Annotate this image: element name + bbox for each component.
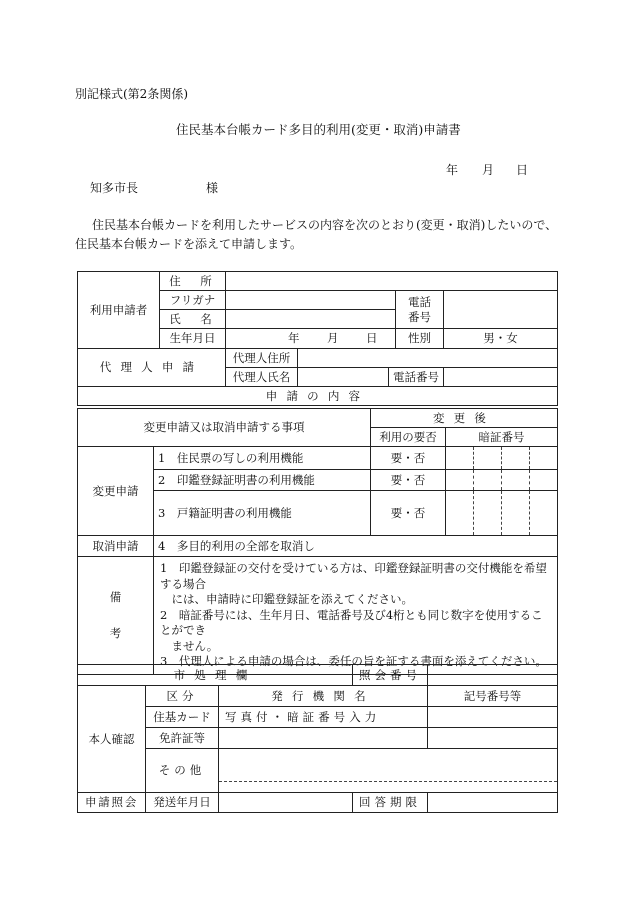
remark-line: には、申請時に印鑑登録証を添えてください。: [160, 592, 413, 607]
remarks-body: [154, 557, 558, 675]
remark-line: 3 代理人による申請の場合は、委任の旨を証する書面を添えてください。: [160, 654, 547, 669]
pin-digit-3[interactable]: [501, 447, 529, 469]
agent-name-field[interactable]: [298, 368, 389, 387]
pin-digit-4[interactable]: [529, 491, 557, 535]
after-change-header: 変更後: [371, 409, 558, 428]
license-issuer-field[interactable]: [219, 728, 428, 749]
birth-month-label: 月: [327, 331, 339, 345]
issuer-label: 発行機関名: [219, 686, 428, 707]
name-field[interactable]: [226, 310, 396, 329]
honorific: 様: [206, 181, 219, 195]
pin-digit-3[interactable]: [501, 470, 529, 490]
remarks-label-bottom: 考: [109, 626, 122, 641]
date-day-label: 日: [516, 163, 529, 177]
pin-digit-1[interactable]: [446, 491, 473, 535]
request-item-1-pin[interactable]: [446, 447, 558, 470]
remark-line: 2 暗証番号には、生年月日、電話番号及び4桁とも同じ数字を使用することができ: [160, 607, 543, 638]
pin-digit-4[interactable]: [529, 447, 557, 469]
applicant-section-label: 利用申請者: [78, 272, 160, 349]
birth-year-label: 年: [288, 331, 300, 345]
request-item-2-choice[interactable]: 要・否: [371, 470, 446, 491]
license-number-field[interactable]: [428, 728, 558, 749]
birth-day-label: 日: [366, 331, 378, 345]
request-item-1-choice[interactable]: 要・否: [371, 447, 446, 470]
agent-address-field[interactable]: [298, 349, 558, 368]
pin-digit-1[interactable]: [446, 447, 473, 469]
office-processing-table: [77, 664, 558, 813]
request-item-3-choice[interactable]: 要・否: [371, 491, 446, 536]
resident-card-number[interactable]: [428, 707, 558, 728]
sent-date-label: 発送年月日: [146, 793, 219, 813]
pin-header: 暗証番号: [446, 428, 558, 447]
pin-digit-2[interactable]: [473, 491, 501, 535]
resident-card-label: 住基カード: [146, 707, 219, 728]
phone-field[interactable]: [444, 291, 558, 329]
request-table: [77, 408, 558, 675]
remarks-label: [78, 557, 154, 675]
office-header: 市処理欄: [78, 665, 353, 686]
agent-phone-field[interactable]: [444, 368, 558, 387]
page-title: 住民基本台帳カード多目的利用(変更・取消)申請書: [176, 122, 461, 137]
request-section-header: 申請の内容: [78, 387, 558, 406]
gender-choice[interactable]: 男・女: [444, 329, 558, 349]
request-item-1: 1 住民票の写しの利用機能: [154, 447, 371, 470]
pin-digit-1[interactable]: [446, 470, 473, 490]
agent-address-label: 代理人住所: [226, 349, 298, 368]
other-label: その他: [146, 749, 219, 793]
identity-check-label: 本人確認: [78, 686, 146, 793]
intro-line-2: 住民基本台帳カードを添えて申請します。: [75, 237, 303, 251]
license-label: 免許証等: [146, 728, 219, 749]
agent-phone-label: 電話番号: [389, 368, 444, 387]
name-label: 氏 名: [160, 310, 226, 329]
inquiry-label: 申請照会: [78, 793, 146, 813]
resident-card-value: 写真付・暗証番号入力: [219, 707, 428, 728]
remark-line: ません。: [160, 638, 219, 653]
request-item-3-pin[interactable]: [446, 491, 558, 536]
pin-digit-2[interactable]: [473, 470, 501, 490]
other-field[interactable]: [219, 749, 558, 793]
phone-label-line1: 電話: [408, 295, 431, 310]
intro-line-1: 住民基本台帳カードを利用したサービスの内容を次のとおり(変更・取消)したいので、: [92, 218, 558, 232]
phone-label: [396, 291, 444, 329]
reply-deadline-field[interactable]: [428, 793, 558, 813]
request-item-3: 3 戸籍証明書の利用機能: [154, 491, 371, 536]
pin-digit-4[interactable]: [529, 470, 557, 490]
pin-digit-2[interactable]: [473, 447, 501, 469]
address-label: 住 所: [160, 272, 226, 291]
phone-label-line2: 番号: [408, 309, 431, 324]
request-item-header: 変更申請又は取消申請する事項: [78, 409, 371, 447]
necessity-header: 利用の要否: [371, 428, 446, 447]
form-reference: 別記様式(第2条関係): [75, 87, 188, 101]
change-request-label: 変更申請: [78, 447, 154, 536]
request-item-2-pin[interactable]: [446, 470, 558, 491]
furigana-label: フリガナ: [160, 291, 226, 310]
other-field-line: [219, 760, 557, 782]
application-table: [77, 271, 558, 406]
date-month-label: 月: [482, 163, 495, 177]
date-year-label: 年: [446, 163, 459, 177]
sent-date-field[interactable]: [219, 793, 353, 813]
pin-digit-3[interactable]: [501, 491, 529, 535]
addressee: 知多市長: [90, 181, 139, 195]
request-item-2: 2 印鑑登録証明書の利用機能: [154, 470, 371, 491]
agent-name-label: 代理人氏名: [226, 368, 298, 387]
ref-number-field[interactable]: [428, 665, 558, 686]
category-label: 区分: [146, 686, 219, 707]
address-field[interactable]: [226, 272, 558, 291]
gender-label: 性別: [396, 329, 444, 349]
remarks-label-top: 備: [109, 589, 122, 604]
cancel-request-item: 4 多目的利用の全部を取消し: [154, 536, 558, 557]
reply-deadline-label: 回答期限: [353, 793, 428, 813]
cancel-request-label: 取消申請: [78, 536, 154, 557]
ref-number-label: 照会番号: [353, 665, 428, 686]
furigana-field[interactable]: [226, 291, 396, 310]
agent-section-label: 代理人申請: [78, 349, 226, 387]
symbol-number-label: 記号番号等: [428, 686, 558, 707]
birthdate-label: 生年月日: [160, 329, 226, 349]
remark-line: 1 印鑑登録証の交付を受けている方は、印鑑登録証明書の交付機能を希望する場合: [160, 561, 547, 591]
birthdate-field[interactable]: [226, 329, 396, 349]
